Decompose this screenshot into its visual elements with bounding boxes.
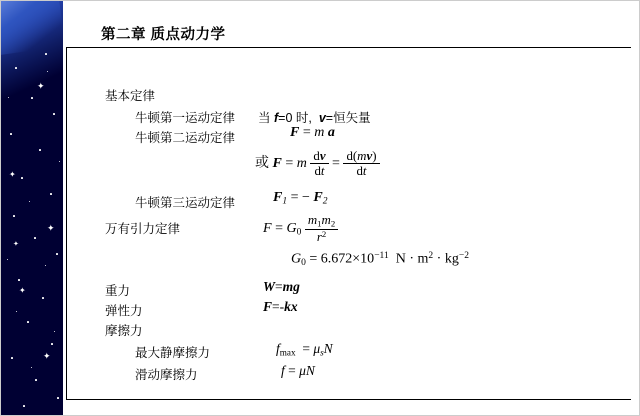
friction-label: 摩擦力 [105, 324, 143, 338]
slide-content [63, 1, 640, 416]
star-sparkle-icon: ✦ [9, 170, 16, 179]
star-dot [18, 279, 20, 281]
star-dot [45, 265, 46, 266]
star-dot [8, 97, 9, 98]
gravity-formula: W=mg [263, 279, 300, 294]
star-dot [13, 215, 15, 217]
kinetic-friction-label: 滑动摩擦力 [135, 368, 198, 382]
left-border-rule [66, 47, 67, 399]
star-sparkle-icon: ✦ [47, 224, 55, 234]
star-dot [29, 201, 30, 202]
newton-third-law-label: 牛顿第三运动定律 [135, 196, 236, 210]
star-dot [45, 53, 47, 55]
title-divider [66, 47, 631, 48]
newton-second-law-formula: F = m a [290, 125, 335, 140]
star-dot [35, 379, 37, 381]
newton-second-law-alt-formula: 或 F = m $\frac{dv}{dt}$ = $\frac{d(mv)}{dt}$ [255, 149, 380, 179]
diagonal-streak-highlight [1, 1, 63, 56]
star-dot [21, 177, 23, 179]
gravity-label: 重力 [105, 284, 131, 298]
star-dot [11, 357, 13, 359]
star-dot [57, 397, 59, 399]
newton-first-law-label: 牛顿第一运动定律 [135, 111, 236, 125]
decorative-starfield-sidebar [1, 1, 63, 416]
star-dot [16, 311, 17, 312]
max-static-friction-formula: $f_{max} = \mu_sN$ [276, 341, 333, 358]
kinetic-friction-formula: f = μN [281, 363, 315, 378]
star-dot [15, 67, 17, 69]
star-dot [39, 149, 41, 151]
max-static-friction-label: 最大静摩擦力 [135, 346, 211, 360]
star-dot [31, 97, 33, 99]
elastic-force-label: 弹性力 [105, 304, 143, 318]
bottom-border-rule [66, 399, 631, 400]
star-dot [31, 367, 32, 368]
star-dot [42, 297, 44, 299]
star-dot [56, 253, 58, 255]
elastic-force-formula: F=-kx [263, 299, 298, 314]
star-dot [47, 71, 48, 72]
star-sparkle-icon: ✦ [37, 82, 45, 92]
star-dot [54, 331, 55, 332]
newton-first-law-text: 当 f=0 时, v=恒矢量 [258, 111, 371, 125]
star-dot [7, 259, 8, 260]
newton-third-law-formula: $F_1$ = − $F_2$ [273, 190, 328, 207]
star-dot [53, 113, 55, 115]
star-dot [59, 161, 60, 162]
gravitation-law-label: 万有引力定律 [105, 222, 181, 236]
star-dot [10, 133, 12, 135]
star-dot [27, 321, 29, 323]
star-dot [34, 237, 36, 239]
star-dot [50, 193, 52, 195]
star-sparkle-icon: ✦ [19, 286, 26, 295]
gravitational-constant-value: $G_0 = 6.672\times 10^{-11}$ $N \cdot m^2 \cdot kg^{-2}$ [291, 251, 469, 268]
star-sparkle-icon: ✦ [13, 240, 19, 248]
star-dot [23, 405, 25, 407]
star-dot [51, 343, 53, 345]
page-title: 第二章 质点动力学 [101, 27, 226, 43]
basic-laws-heading: 基本定律 [105, 89, 156, 103]
gravitation-law-formula: $F = G_0$ $\frac{m_1m_2}{r^2}$ [263, 213, 338, 245]
newton-second-law-label: 牛顿第二运动定律 [135, 131, 236, 145]
star-sparkle-icon: ✦ [43, 352, 51, 362]
